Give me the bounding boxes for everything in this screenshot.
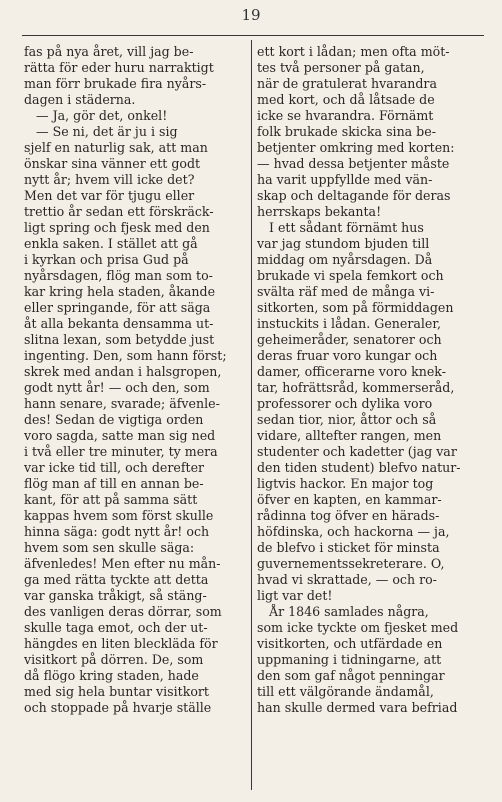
text-line: nyårsdagen, flög man som to- [24, 268, 213, 283]
text-line: professorer och dylika voro [257, 396, 433, 411]
text-line: — Ja, gör det, onkel! [36, 108, 168, 123]
text-line: skulle taga emot, och der ut- [24, 620, 208, 635]
text-line: År 1846 samlades några, [269, 604, 429, 619]
text-line: betjenter omkring med korten: [257, 140, 455, 155]
text-line: i två eller tre minuter, ty mera [24, 444, 218, 459]
text-line: damer, officerarne voro knek- [257, 364, 446, 379]
text-line: tes två personer på gatan, [257, 60, 425, 75]
text-line: var jag stundom bjuden till [257, 236, 430, 251]
text-line: ha varit uppfyllde med vän- [257, 172, 433, 187]
text-line: sitkorten, som på förmiddagen [257, 300, 454, 315]
text-line: var ganska tråkigt, så stäng- [24, 588, 207, 603]
text-line: tar, hofrättsråd, kommerseråd, [257, 380, 455, 395]
text-line: dagen i städerna. [24, 92, 136, 107]
text-line: middag om nyårsdagen. Då [257, 252, 433, 267]
text-line: med sig hela buntar visitkort [24, 684, 209, 699]
text-line: icke se hvarandra. Förnämt [257, 108, 434, 123]
text-line: kappas hvem som först skulle [24, 508, 214, 523]
text-line: höfdinska, och hackorna — ja, [257, 524, 450, 539]
right-column [257, 44, 485, 716]
text-line: brukade vi spela femkort och [257, 268, 444, 283]
text-line: hvem som sen skulle säga: [24, 540, 195, 555]
text-line: ingenting. Den, som hann först; [24, 348, 227, 363]
text-line: Men det var för tjugu eller [24, 188, 195, 203]
text-line: var icke tid till, och derefter [24, 460, 205, 475]
text-line: man förr brukade fira nyårs- [24, 76, 207, 91]
text-line: önskar sina vänner ett godt [24, 156, 201, 171]
left-column [24, 44, 250, 716]
text-line: den tiden student) blefvo natur- [257, 460, 461, 475]
text-line: uppmaning i tidningarne, att [257, 652, 442, 667]
text-line: flög man af till en annan be- [24, 476, 204, 491]
text-line: I ett sådant förnämt hus [269, 220, 424, 235]
text-line: rätta för eder huru narraktigt [24, 60, 214, 75]
text-line: visitkort på dörren. De, som [24, 652, 204, 667]
text-line: deras fruar voro kungar och [257, 348, 438, 363]
text-line: eller springande, för att säga [24, 300, 211, 315]
text-line: vidare, alltefter rangen, men [257, 428, 442, 443]
text-line: enkla saken. I stället att gå [24, 236, 198, 251]
text-line: fas på nya året, vill jag be- [24, 44, 194, 59]
header-rule [22, 35, 484, 36]
text-line: till ett välgörande ändamål, [257, 684, 434, 699]
text-line: hvad vi skrattade, — och ro- [257, 572, 437, 587]
text-line: den som gaf något penningar [257, 668, 445, 683]
text-line: hann senare, svarade; äfvenle- [24, 396, 220, 411]
column-divider [251, 40, 252, 790]
text-line: trettio år sedan ett förskräck- [24, 204, 214, 219]
text-line: voro sagda, satte man sig ned [24, 428, 216, 443]
page-number: 19 [241, 6, 261, 24]
text-line: slitna lexan, som betydde just [24, 332, 215, 347]
text-line: ligt var det! [257, 588, 333, 603]
text-line: och stoppade på hvarje ställe [24, 700, 212, 715]
text-line: med kort, och då låtsade de [257, 92, 435, 107]
text-line: kar kring hela staden, åkande [24, 284, 216, 299]
text-line: nytt år; hvem vill icke det? [24, 172, 195, 187]
text-line: ett kort i lådan; men ofta möt- [257, 44, 450, 59]
text-line: folk brukade skicka sina be- [257, 124, 436, 139]
text-line: studenter och kadetter (jag var [257, 444, 457, 459]
text-line: skrek med andan i halsgropen, [24, 364, 222, 379]
text-line: instuckits i lådan. Generaler, [257, 316, 441, 331]
text-line: skap och deltagande för deras [257, 188, 451, 203]
text-line: svälta räf med de många vi- [257, 284, 435, 299]
text-line: hinna säga: godt nytt år! och [24, 524, 210, 539]
text-line: herrskaps bekanta! [257, 204, 382, 219]
text-line: ligtvis hackor. En major tog [257, 476, 434, 491]
text-line: des vanligen deras dörrar, som [24, 604, 222, 619]
text-line: kant, för att på samma sätt [24, 492, 198, 507]
text-line: godt nytt år! — och den, som [24, 380, 210, 395]
text-line: des! Sedan de vigtiga orden [24, 412, 204, 427]
text-line: som icke tyckte om fjesket med [257, 620, 459, 635]
text-line: geheimeråder, senatorer och [257, 332, 442, 347]
text-line: sedan tior, nior, åttor och så [257, 412, 437, 427]
text-line: hängdes en liten bleckläda för [24, 636, 218, 651]
text-line: — Se ni, det är ju i sig [36, 124, 178, 139]
text-line: visitkorten, och utfärdade en [257, 636, 443, 651]
text-line: i kyrkan och prisa Gud på [24, 252, 189, 267]
text-line: öfver en kapten, en kammar- [257, 492, 442, 507]
text-line: rådinna tog öfver en härads- [257, 508, 440, 523]
text-line: — hvad dessa betjenter måste [257, 156, 450, 171]
text-line: guvernementssekreterare. O, [257, 556, 445, 571]
text-line: sjelf en naturlig sak, att man [24, 140, 208, 155]
text-line: de blefvo i sticket för minsta [257, 540, 440, 555]
text-line: äfvenledes! Men efter nu mån- [24, 556, 221, 571]
text-line: då flögo kring staden, hade [24, 668, 199, 683]
text-line: åt alla bekanta densamma ut- [24, 316, 214, 331]
text-line: ga med rätta tyckte att detta [24, 572, 209, 587]
text-line: när de gratulerat hvarandra [257, 76, 437, 91]
text-line: ligt spring och fjesk med den [24, 220, 210, 235]
text-line: han skulle dermed vara befriad [257, 700, 458, 715]
